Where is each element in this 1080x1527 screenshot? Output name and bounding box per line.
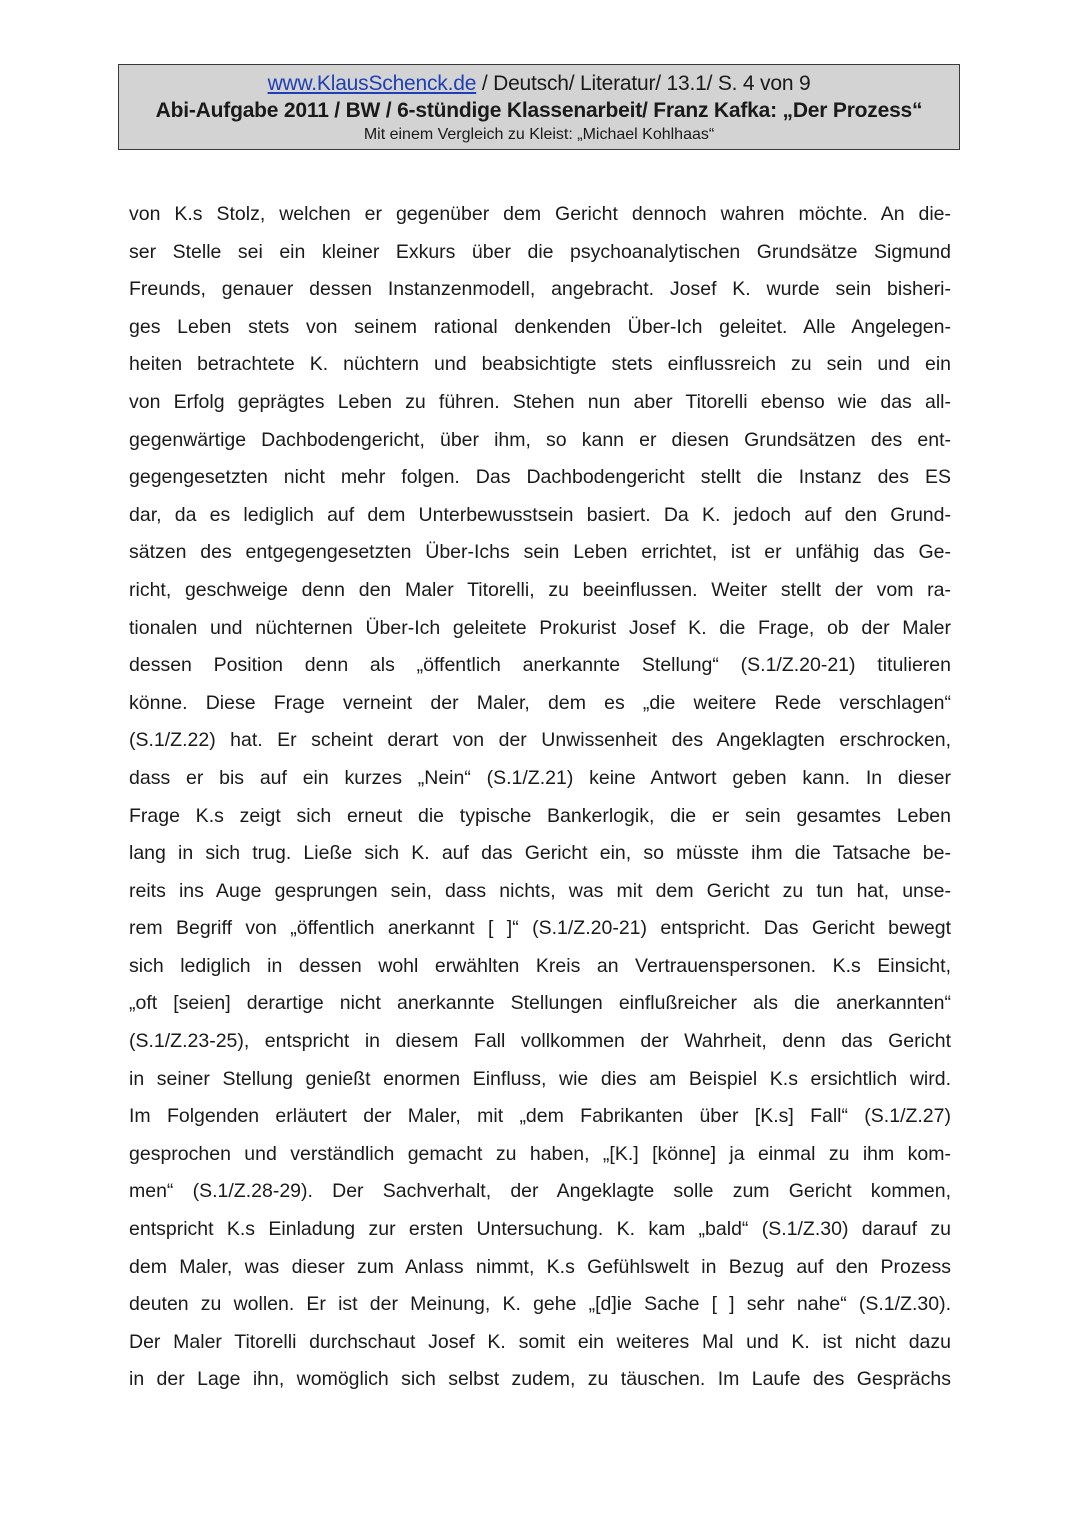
text-line: ser Stelle sei ein kleiner Exkurs über die psychoanalytischen Grundsätze Sigmund: [129, 240, 951, 263]
body-text: [129, 196, 951, 1399]
site-link[interactable]: www.KlausSchenck.de: [267, 72, 477, 95]
text-line: Frage K.s zeigt sich erneut die typische Bankerlogik, die er sein gesamtes Leben: [129, 804, 951, 827]
header-breadcrumb-line: [119, 70, 959, 97]
text-line: dessen Position denn als „öffentlich anerkannte Stellung“ (S.1/Z.20-21) titulieren: [129, 654, 951, 677]
header-breadcrumb: / Deutsch/ Literatur/ 13.1/ S. 4 von 9: [476, 72, 811, 95]
text-line: von K.s Stolz, welchen er gegenüber dem Gericht dennoch wahren möchte. An die-: [129, 203, 951, 225]
text-line: in seiner Stellung genießt enormen Einfluss, wie dies am Beispiel K.s ersichtlich wird.: [129, 1067, 951, 1090]
text-line: dar, da es lediglich auf dem Unterbewusstsein basiert. Da K. jedoch auf den Grund-: [129, 503, 951, 526]
text-line: Im Folgenden erläutert der Maler, mit „dem Fabrikanten über [K.s] Fall“ (S.1/Z.27): [129, 1105, 951, 1128]
text-line: in der Lage ihn, womöglich sich selbst zudem, zu täuschen. Im Laufe des Gesprächs: [129, 1368, 951, 1391]
text-line: gegenwärtige Dachbodengericht, über ihm, so kann er diesen Grundsätzen des ent-: [129, 428, 951, 451]
text-line: sätzen des entgegengesetzten Über-Ichs sein Leben errichtet, ist er unfähig das Ge-: [129, 541, 951, 564]
text-line: deuten zu wollen. Er ist der Meinung, K. gehe „[d]ie Sache [ ] sehr nahe“ (S.1/Z.30).: [129, 1293, 951, 1316]
document-title: Abi-Aufgabe 2011 / BW / 6-stündige Klassenarbeit/ Franz Kafka: „Der Prozess“: [155, 99, 923, 122]
text-line: richt, geschweige denn den Maler Titorelli, zu beeinflussen. Weiter stellt der vom ra-: [129, 578, 951, 601]
text-line: entspricht K.s Einladung zur ersten Untersuchung. K. kam „bald“ (S.1/Z.30) darauf zu: [129, 1218, 951, 1241]
text-line: men“ (S.1/Z.28-29). Der Sachverhalt, der Angeklagte solle zum Gericht kommen,: [129, 1180, 951, 1203]
text-line: von Erfolg geprägtes Leben zu führen. Stehen nun aber Titorelli ebenso wie das all-: [129, 390, 951, 413]
text-line: rem Begriff von „öffentlich anerkannt [ ]“ (S.1/Z.20-21) entspricht. Das Gericht bewegt: [129, 917, 951, 940]
text-line: „oft [seien] derartige nicht anerkannte Stellungen einflußreicher als die anerkannten“: [129, 992, 951, 1015]
document-subtitle: Mit einem Vergleich zu Kleist: „Michael Kohlhaas“: [363, 126, 715, 143]
text-line: Freunds, genauer dessen Instanzenmodell, angebracht. Josef K. wurde sein bisheri-: [129, 278, 951, 301]
text-line: ges Leben stets von seinem rational denkenden Über-Ich geleitet. Alle Angelegen-: [129, 315, 951, 338]
text-line: gesprochen und verständlich gemacht zu haben, „[K.] [könne] ja einmal zu ihm kom-: [129, 1142, 951, 1165]
text-line: sich lediglich in dessen wohl erwählten Kreis an Vertrauenspersonen. K.s Einsicht,: [129, 954, 951, 977]
text-line: dass er bis auf ein kurzes „Nein“ (S.1/Z.21) keine Antwort geben kann. In dieser: [129, 766, 951, 789]
text-line: gegengesetzten nicht mehr folgen. Das Dachbodengericht stellt die Instanz des ES: [129, 466, 951, 489]
page-header: [118, 64, 960, 150]
text-line: (S.1/Z.22) hat. Er scheint derart von der Unwissenheit des Angeklagten erschrocken,: [129, 729, 951, 752]
text-line: reits ins Auge gesprungen sein, dass nichts, was mit dem Gericht zu tun hat, unse-: [129, 879, 951, 902]
text-line: tionalen und nüchternen Über-Ich geleitete Prokurist Josef K. die Frage, ob der Maler: [129, 616, 951, 639]
text-line: lang in sich trug. Ließe sich K. auf das Gericht ein, so müsste ihm die Tatsache be-: [129, 842, 951, 865]
text-line: (S.1/Z.23-25), entspricht in diesem Fall vollkommen der Wahrheit, denn das Gericht: [129, 1030, 951, 1053]
text-line: heiten betrachtete K. nüchtern und beabsichtigte stets einflussreich zu sein und ein: [129, 353, 951, 376]
text-line: Der Maler Titorelli durchschaut Josef K. somit ein weiteres Mal und K. ist nicht dazu: [129, 1330, 951, 1353]
text-line: dem Maler, was dieser zum Anlass nimmt, K.s Gefühlswelt in Bezug auf den Prozess: [129, 1255, 951, 1278]
text-line: könne. Diese Frage verneint der Maler, dem es „die weitere Rede verschlagen“: [129, 691, 951, 714]
